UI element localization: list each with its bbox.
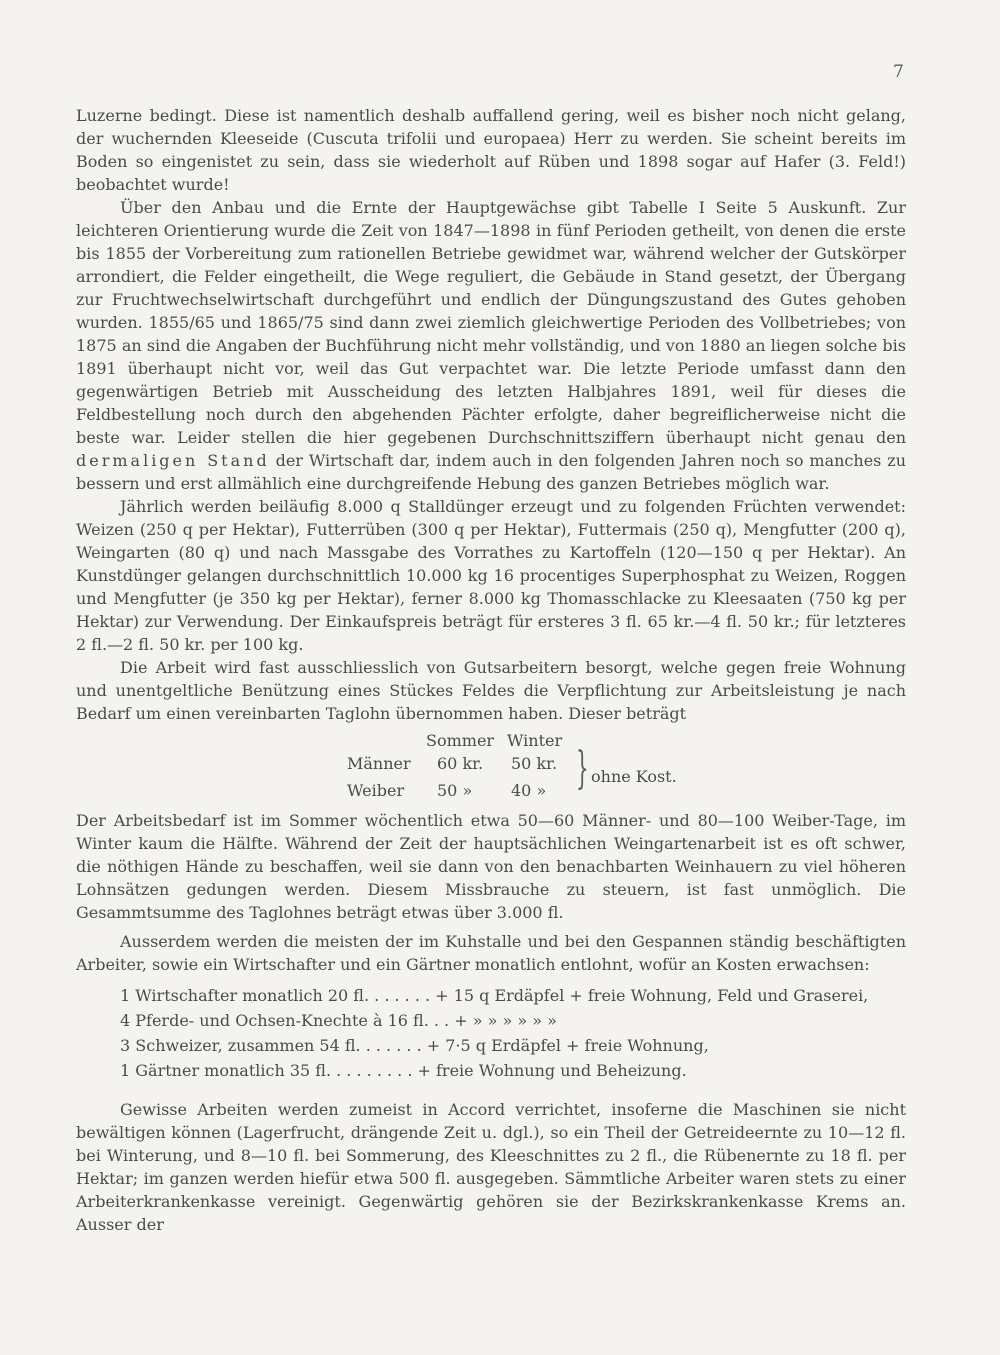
paragraph-6: Ausserdem werden die meisten der im Kuhstalle und bei den Gespannen ständig beschäftigten Arbeiter, sowie ein Wirtschafter und ein Gärtner monatlich entlohnt, wofür an Kosten erwachsen:: [76, 932, 906, 974]
body-text: [76, 104, 906, 1236]
wage-row-men-summer: 60 kr.: [437, 754, 484, 773]
paragraph-3: Jährlich werden beiläufig 8.000 q Stalldünger erzeugt und zu folgenden Früchten verwendet: Weizen (250 q per Hektar), Futterrüben (300 q per Hektar), Futtermais (250 q), Mengfutter (200 q), Weingarten (80 q) und nach Massgabe des Vorrathes zu Kartoffeln (120—150 q per Hektar). An Kunstdünger gelangen durchschnittlich 10.000 kg 16 procentiges Superphosphat zu Weizen, Roggen und Mengfutter (je 350 kg per Hektar), ferner 8.000 kg Thomasschlacke zu Kleesaaten (750 kg per Hektar) zur Verwendung. Der Einkaufspreis beträgt für ersteres 3 fl. 65 kr.—4 fl. 50 kr.; für letzteres 2 fl.—2 fl. 50 kr. per 100 kg.: [76, 497, 906, 654]
staff-list-item: 3 Schweizer, zusammen 54 fl. . . . . . . + 7·5 q Erdäpfel + freie Wohnung,: [120, 1036, 709, 1055]
paragraph-4: Die Arbeit wird fast ausschliesslich von Gutsarbeitern besorgt, welche gegen freie Wohnung und unentgeltliche Benützung eines Stückes Feldes die Verpflichtung zur Arbeitsleistung je nach Bedarf um einen vereinbarten Taglohn übernommen haben. Dieser beträgt: [76, 658, 906, 723]
staff-list-item: 4 Pferde- und Ochsen-Knechte à 16 fl. . . + » » » » » »: [120, 1011, 557, 1030]
wage-row-women-winter: 40 »: [511, 781, 547, 800]
staff-list-item: 1 Gärtner monatlich 35 fl. . . . . . . . . + freie Wohnung und Beheizung.: [120, 1061, 687, 1080]
wage-row-women-label: Weiber: [347, 781, 405, 800]
paragraph-5: Der Arbeitsbedarf ist im Sommer wöchentlich etwa 50—60 Männer- und 80—100 Weiber-Tage, im Winter kaum die Hälfte. Während der Zeit der hauptsächlichen Weingartenarbeit ist es oft schwer, die nöthigen Hände zu beschaffen, weil sie dann von den benachbarten Weinhauern zu viel höheren Lohnsätzen gedungen werden. Diesem Missbrauche zu steuern, ist fast unmöglich. Die Gesammtsumme des Taglohnes beträgt etwas über 3.000 fl.: [76, 811, 906, 922]
wage-col-winter: Winter: [507, 731, 563, 750]
paragraph-2-spaced-text: dermaligen Stand: [76, 451, 270, 470]
wage-note: ohne Kost.: [591, 767, 677, 786]
paragraph-2-part-b: der Wirtschaft dar, indem auch in den folgenden Jahren noch so manches zu bessern und erst allmählich eine durchgreifende Hebung des ganzen Betriebes möglich war.: [76, 451, 906, 493]
page-number: 7: [893, 62, 904, 82]
staff-list: [120, 984, 906, 1084]
paragraph-1: Luzerne bedingt. Diese ist namentlich deshalb auffallend gering, weil es bisher noch nicht gelang, der wuchernden Kleeseide (Cuscuta trifolii und europaea) Herr zu werden. Sie scheint bereits im Boden so eingenistet zu sein, dass sie wiederholt auf Rüben und 1898 sogar auf Hafer (3. Feld!) beobachtet wurde!: [76, 106, 906, 194]
brace-icon: }: [576, 743, 589, 794]
wage-row-men-winter: 50 kr.: [511, 754, 558, 773]
staff-list-item: 1 Wirtschafter monatlich 20 fl. . . . . . . + 15 q Erdäpfel + freie Wohnung, Feld und Graserei,: [120, 986, 869, 1005]
paragraph-2-part-a: Über den Anbau und die Ernte der Hauptgewächse gibt Tabelle I Seite 5 Auskunft. Zur leichteren Orientierung wurde die Zeit von 1847—1898 in fünf Perioden getheilt, von denen die erste bis 1855 der Vorbereitung zum rationellen Betriebe gewidmet war, während welcher der Gutskörper arrondiert, die Felder eingetheilt, die Wege reguliert, die Gebäude in Stand gesetzt, der Übergang zur Fruchtwechselwirtschaft durchgeführt und endlich der Düngungszustand des Gutes gehoben wurden. 1855/65 und 1865/75 sind dann zwei ziemlich gleichwertige Perioden des Vollbetriebes; von 1875 an sind die Angaben der Buchführung nicht mehr vollständig, und von 1880 an liegen solche bis 1891 überhaupt nicht vor, weil das Gut verpachtet war. Die letzte Periode umfasst dann den gegenwärtigen Betrieb mit Ausscheidung des letzten Halbjahres 1891, weil für dieses die Feldbestellung noch durch den abgehenden Pächter erfolgte, daher begreiflicherweise nicht die beste war. Leider stellen die hier gegebenen Durchschnittsziffern überhaupt nicht genau den: [76, 198, 906, 447]
wage-col-summer: Sommer: [426, 731, 495, 750]
wage-row-men-label: Männer: [347, 754, 411, 773]
paragraph-2: [76, 196, 906, 495]
wage-row-women-summer: 50 »: [437, 781, 473, 800]
wage-table: [76, 729, 906, 807]
paragraph-7: Gewisse Arbeiten werden zumeist in Accord verrichtet, insoferne die Maschinen sie nicht bewältigen können (Lagerfrucht, drängende Zeit u. dgl.), so ein Theil der Getreideernte zu 10—12 fl. bei Winterung, und 8—10 fl. bei Sommerung, des Kleeschnittes zu 2 fl., die Rübenernte zu 18 fl. per Hektar; im ganzen werden hiefür etwa 500 fl. ausgegeben. Sämmtliche Arbeiter waren stets zu einer Arbeiterkrankenkasse vereinigt. Gegenwärtig gehören sie der Bezirkskrankenkasse Krems an. Ausser der: [76, 1100, 906, 1234]
